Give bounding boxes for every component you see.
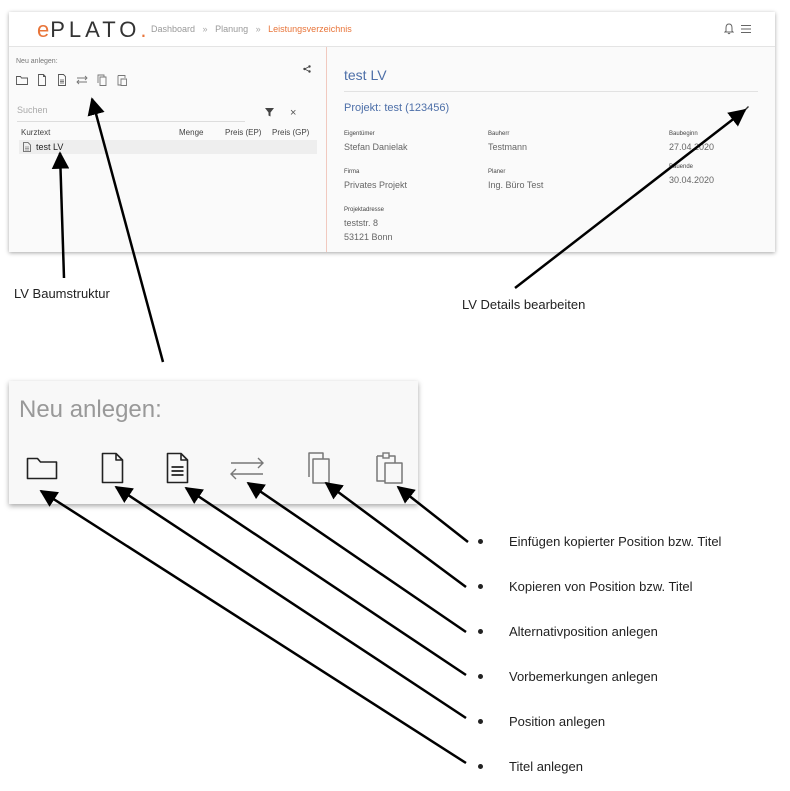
- hamburger-menu-icon[interactable]: [741, 24, 751, 34]
- breadcrumb-separator: »: [255, 24, 261, 34]
- bullet: [478, 674, 483, 679]
- breadcrumb: [151, 24, 357, 34]
- paste-icon[interactable]: [115, 73, 129, 87]
- folder-icon[interactable]: [15, 73, 29, 87]
- column-preis-gp[interactable]: Preis (GP): [272, 128, 310, 137]
- field-label-firma: Firma: [344, 169, 360, 175]
- document-lines-icon[interactable]: [160, 451, 194, 485]
- bell-icon[interactable]: [724, 23, 734, 35]
- edit-pencil-icon[interactable]: [742, 105, 750, 113]
- copy-icon[interactable]: [303, 451, 337, 485]
- create-toolbar: [15, 73, 129, 87]
- annotation-tree: LV Baumstruktur: [14, 286, 110, 301]
- annotation-titel: Titel anlegen: [509, 759, 583, 774]
- swap-arrows-icon[interactable]: [230, 451, 264, 485]
- column-menge[interactable]: Menge: [179, 128, 204, 137]
- breadcrumb-planung[interactable]: Planung: [215, 24, 249, 34]
- breadcrumb-separator: »: [202, 24, 208, 34]
- app-window: [9, 12, 775, 252]
- field-label-projektadresse: Projektadresse: [344, 207, 385, 213]
- zoomed-create-toolbar: [9, 381, 418, 504]
- neu-anlegen-label: Neu anlegen:: [16, 58, 58, 65]
- bullet: [478, 584, 483, 589]
- tree-item[interactable]: [19, 140, 317, 154]
- field-value-planer: Ing. Büro Test: [488, 180, 544, 190]
- lv-title: test LV: [344, 67, 387, 83]
- field-value-address-line2: 53121 Bonn: [344, 232, 393, 242]
- field-value-baubeginn: 27.04.2020: [669, 142, 715, 152]
- arrow-position: [116, 487, 466, 718]
- arrow-vorbemerkungen: [186, 488, 466, 675]
- close-icon[interactable]: ×: [290, 107, 297, 119]
- annotation-vorbemerkungen: Vorbemerkungen anlegen: [509, 669, 658, 684]
- zoom-title: Neu anlegen:: [19, 396, 162, 423]
- divider: [344, 91, 758, 92]
- bullet: [478, 539, 483, 544]
- field-label-planer: Planer: [488, 169, 506, 175]
- breadcrumb-dashboard[interactable]: Dashboard: [151, 24, 196, 34]
- document-lines-icon[interactable]: [55, 73, 69, 87]
- document-icon[interactable]: [95, 451, 129, 485]
- field-label-bauende: Bauende: [669, 164, 694, 170]
- field-label-baubeginn: Baubeginn: [669, 131, 698, 137]
- field-value-firma: Privates Projekt: [344, 180, 408, 190]
- annotation-position: Position anlegen: [509, 714, 606, 729]
- field-value-bauherr: Testmann: [488, 142, 528, 152]
- arrow-alternative: [248, 483, 466, 632]
- field-value-eigentuemer: Stefan Danielak: [344, 142, 408, 152]
- breadcrumb-leistungsverzeichnis[interactable]: Leistungsverzeichnis: [268, 24, 352, 34]
- bullet: [478, 764, 483, 769]
- filter-icon[interactable]: [265, 108, 274, 117]
- swap-arrows-icon[interactable]: [75, 73, 89, 87]
- tree-item-label: test LV: [36, 142, 64, 152]
- top-bar: [9, 12, 775, 47]
- lv-details-panel: [327, 47, 775, 252]
- arrow-titel: [41, 491, 466, 763]
- annotation-paste: Einfügen kopierter Position bzw. Titel: [509, 534, 722, 549]
- document-icon: [23, 142, 31, 152]
- column-kurztext[interactable]: Kurztext: [21, 128, 51, 137]
- share-icon[interactable]: [303, 65, 311, 73]
- field-label-eigentuemer: Eigentümer: [344, 131, 375, 137]
- document-icon[interactable]: [35, 73, 49, 87]
- copy-icon[interactable]: [95, 73, 109, 87]
- logo[interactable]: ePLATO.: [37, 17, 151, 42]
- annotation-copy: Kopieren von Position bzw. Titel: [509, 579, 693, 594]
- folder-icon[interactable]: [25, 451, 59, 485]
- bullet: [478, 629, 483, 634]
- field-value-address-line1: teststr. 8: [344, 218, 379, 228]
- paste-icon[interactable]: [373, 451, 407, 485]
- field-value-bauende: 30.04.2020: [669, 175, 715, 185]
- annotation-details: LV Details bearbeiten: [462, 297, 586, 312]
- field-label-bauherr: Bauherr: [488, 131, 510, 137]
- annotation-alternative: Alternativposition anlegen: [509, 624, 658, 639]
- search-input[interactable]: Suchen: [17, 105, 245, 122]
- column-preis-ep[interactable]: Preis (EP): [225, 128, 262, 137]
- bullet: [478, 719, 483, 724]
- projekt-heading: Projekt: test (123456): [344, 102, 450, 114]
